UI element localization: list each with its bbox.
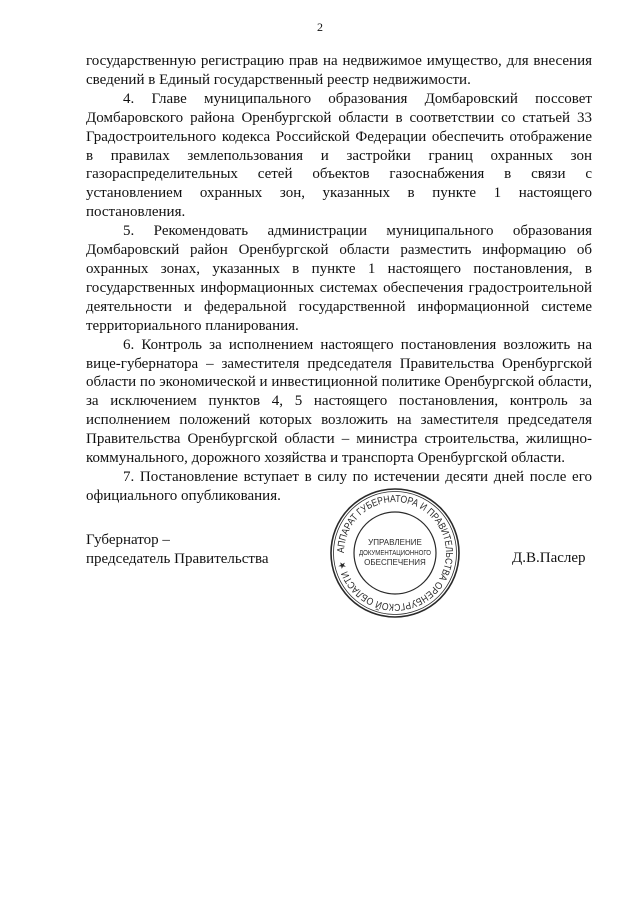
signatory-title-line-1: Губернатор – xyxy=(86,532,170,548)
paragraph-item-6: 6. Контроль за исполнением настоящего постановления возложить на вице-губернатора – заместителя председателя Правительства Оренбургской области по экономической и инвестиционной политике Оренбургской области, за исключением пунктов 4, 5 настоящего постановления, контроль за исполнением положений которых возложить на заместителя председателя Правительства Оренбургской области – министра строительства, жилищно-коммунального, дорожного хозяйства и транспорта Оренбургской области. xyxy=(86,336,592,467)
page-number: 2 xyxy=(317,20,323,34)
signatory-name: Д.В.Паслер xyxy=(512,550,586,566)
document-body xyxy=(86,52,592,506)
paragraph-continuation: государственную регистрацию прав на недвижимое имущество, для внесения сведений в Единый государственный реестр недвижимости. xyxy=(86,53,592,88)
paragraph-item-5: 5. Рекомендовать администрации муниципального образования Домбаровский район Оренбургской области разместить информацию об охранных зонах, указанных в пункте 1 настоящего постановления, в государственных информационных системах обеспечения градостроительной деятельности и федеральной государственной информационной системе территориального планирования. xyxy=(86,223,592,334)
signatory-title xyxy=(86,531,269,569)
svg-text:ОБЕСПЕЧЕНИЯ: ОБЕСПЕЧЕНИЯ xyxy=(364,558,426,567)
paragraph-item-7: 7. Постановление вступает в силу по истечении десяти дней после его официального опубликования. xyxy=(86,468,592,504)
svg-text:УПРАВЛЕНИЕ: УПРАВЛЕНИЕ xyxy=(368,538,422,547)
signatory-title-line-2: председатель Правительства xyxy=(86,551,269,567)
svg-text:АППАРАТ ГУБЕРНАТОРА И ПРАВИТЕЛ: АППАРАТ ГУБЕРНАТОРА И ПРАВИТЕЛЬСТВА ОРЕНБУРГСКОЙ ОБЛАСТИ ★ xyxy=(335,493,455,613)
svg-text:ДОКУМЕНТАЦИОННОГО: ДОКУМЕНТАЦИОННОГО xyxy=(359,548,432,557)
official-seal-stamp xyxy=(327,485,463,621)
paragraph-item-4: 4. Главе муниципального образования Домбаровский поссовет Домбаровского района Оренбургской области в соответствии со статьей 33 Градостроительного кодекса Российской Федерации обеспечить отображение в правилах землепользования и застройки границ охранных зон газораспределительных сетей объектов газоснабжения в связи с установлением охранных зон, указанных в пункте 1 настоящего постановления. xyxy=(86,90,592,221)
